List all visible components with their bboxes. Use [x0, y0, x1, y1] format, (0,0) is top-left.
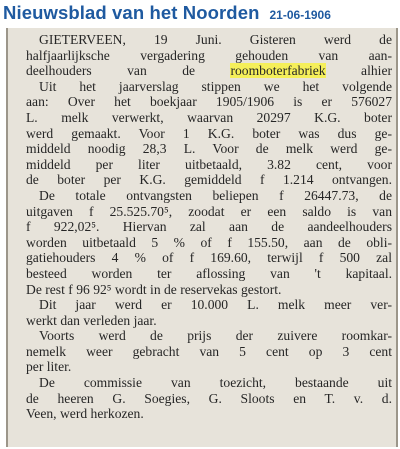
publication-date: 21-06-1906: [269, 8, 331, 22]
newspaper-clipping: [6, 28, 398, 447]
article-line: De totale ontvangsten beliepen f 26447.73, de: [39, 187, 392, 203]
highlighted-term: roomboterfabriek: [230, 63, 326, 79]
article-line: besteed worden ter aflossing van 't kapitaal.: [26, 265, 392, 281]
article-line: Voorts werd de prijs der zuivere roomkar-: [39, 328, 392, 344]
article-line: GIETERVEEN, 19 Juni. Gisteren werd de: [39, 32, 392, 47]
article-line: [26, 63, 392, 79]
article-line: L. melk verwerkt, waarvan 20297 K.G. boter: [26, 109, 392, 125]
article-line: De rest f 96 92⁵ wordt in de reservekas gestort.: [26, 281, 282, 297]
article-line: uitgaven f 25.525.70⁵, zoodat er een saldo is van: [26, 203, 392, 219]
article-line: f 922,02⁵. Hiervan zal aan de aandeelhouders: [26, 219, 392, 235]
article-line: middeld noodig 28,3 L. Voor de melk werd ge-: [26, 141, 392, 157]
clipping-right-edge: [396, 28, 398, 447]
article-line: de boter per K.G. gemiddeld f 1.214 ontvangen.: [26, 172, 392, 188]
clipping-left-edge: [6, 28, 8, 447]
article-line: Dit jaar werd er 10.000 L. melk meer ver-: [39, 297, 392, 313]
article-line: de heeren G. Soegies, G. Sloots en T. v. d.: [26, 390, 392, 406]
article-line: Uit het jaarverslag stippen we het volgende: [39, 78, 392, 94]
article-line: Veen, werd herkozen.: [26, 406, 144, 422]
article-line: nemelk weer gebracht van 5 cent op 3 cent: [26, 343, 392, 359]
article-text: [26, 32, 392, 422]
article-line-text: deelhouders van de: [26, 63, 231, 79]
article-line: aan: Over het boekjaar 1905/1906 is er 576027: [26, 94, 392, 110]
article-line: worden uitbetaald 5 % of f 155.50, aan de obli-: [26, 234, 392, 250]
article-line: halfjaarlijksche vergadering gehouden van aan-: [26, 47, 392, 63]
article-line: middeld per liter uitbetaald, 3.82 cent, voor: [26, 156, 392, 172]
article-line-text: alhier: [325, 63, 392, 79]
article-line: gatiehouders 4 % of f 169.60, terwijl f 500 zal: [26, 250, 392, 266]
article-line: per liter.: [26, 359, 72, 375]
newspaper-title: Nieuwsblad van het Noorden: [3, 2, 260, 23]
article-line: werkt dan verleden jaar.: [26, 312, 157, 328]
article-line: werd gemaakt. Voor 1 K.G. boter was dus ge-: [26, 125, 392, 141]
header: [3, 2, 397, 26]
article-line: De commissie van toezicht, bestaande uit: [39, 375, 392, 391]
